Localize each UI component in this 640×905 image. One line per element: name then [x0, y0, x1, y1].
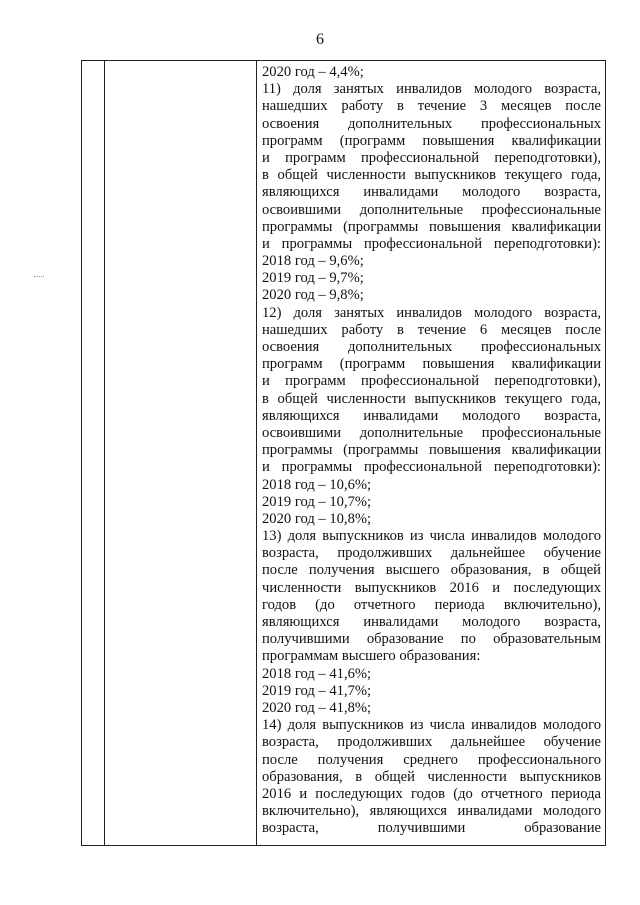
text-line: получившими образование по образовательным	[262, 631, 601, 648]
text-line: 2018 год – 10,6%;	[262, 476, 372, 493]
page-number: 6	[316, 31, 324, 48]
text-line: образования, в общей численности выпускников	[262, 768, 601, 785]
text-line: 2020 год – 10,8%;	[262, 510, 372, 527]
text-line: возраста, продолживших дальнейшее обучение	[262, 734, 601, 751]
text-line: 13) доля выпускников из числа инвалидов молодого	[262, 528, 601, 545]
text-line: 2018 год – 41,6%;	[262, 665, 372, 682]
margin-mark	[34, 276, 44, 277]
text-line: и программ профессиональной переподготовки),	[262, 149, 601, 166]
text-line: освоения дополнительных профессиональных	[262, 339, 601, 355]
text-line: включительно), являющихся инвалидами молодого	[262, 803, 601, 820]
text-line: и программы профессиональной переподготовки):	[262, 235, 601, 252]
text-line: 2016 и последующих годов (до отчетного периода	[262, 785, 601, 802]
text-line: и программ профессиональной переподготовки),	[262, 373, 601, 390]
bottom-rule	[258, 845, 606, 846]
text-line: программ (программ повышения квалификации	[262, 356, 601, 373]
text-line: 2019 год – 41,7%;	[262, 682, 372, 699]
text-line: программы (программы повышения квалификации	[262, 218, 601, 235]
column-divider-2	[256, 61, 257, 845]
text-line: 2020 год – 4,4%;	[262, 64, 364, 80]
text-line: 14) доля выпускников из числа инвалидов молодого	[262, 717, 601, 734]
text-line: численности выпускников 2016 и последующих	[262, 579, 601, 596]
text-line: и программы профессиональной переподготовки):	[262, 459, 601, 476]
text-line: программ (программ повышения квалификации	[262, 132, 601, 149]
text-line: годов (до отчетного периода включительно),	[262, 596, 601, 613]
text-line: программам высшего образования:	[262, 648, 481, 665]
text-line: возраста, получившими образование	[262, 820, 601, 837]
text-line: после получения высшего образования, в общей	[262, 562, 601, 579]
text-line: являющихся инвалидами молодого возраста,	[262, 407, 601, 424]
text-line: 2019 год – 10,7%;	[262, 493, 372, 510]
text-line: нашедших работу в течение 3 месяцев после	[262, 98, 601, 115]
text-line: освоения дополнительных профессиональных	[262, 115, 601, 132]
text-line: в общей численности выпускников текущего года,	[262, 390, 601, 407]
column-divider-1	[104, 61, 105, 845]
text-line: программы (программы повышения квалификации	[262, 442, 601, 459]
text-line: освоившими дополнительные профессиональные	[262, 201, 601, 218]
text-line: 2019 год – 9,7%;	[262, 270, 364, 287]
text-line: 11) доля занятых инвалидов молодого возраста,	[262, 81, 601, 98]
document-table	[81, 60, 606, 846]
text-line: являющихся инвалидами молодого возраста,	[262, 184, 601, 201]
text-line: 2020 год – 41,8%;	[262, 699, 372, 716]
text-line: возраста, продолживших дальнейшее обучение	[262, 545, 601, 562]
text-line: 2018 год – 9,6%;	[262, 253, 364, 270]
text-line: являющихся инвалидами молодого возраста,	[262, 614, 601, 630]
text-line: в общей численности выпускников текущего года,	[262, 167, 601, 184]
text-line: 2020 год – 9,8%;	[262, 287, 364, 304]
text-line: нашедших работу в течение 6 месяцев после	[262, 321, 601, 338]
table-cell-text	[262, 64, 601, 837]
text-line: 12) доля занятых инвалидов молодого возраста,	[262, 304, 601, 321]
text-line: освоившими дополнительные профессиональные	[262, 424, 601, 441]
text-line: после получения среднего профессионального	[262, 751, 601, 768]
